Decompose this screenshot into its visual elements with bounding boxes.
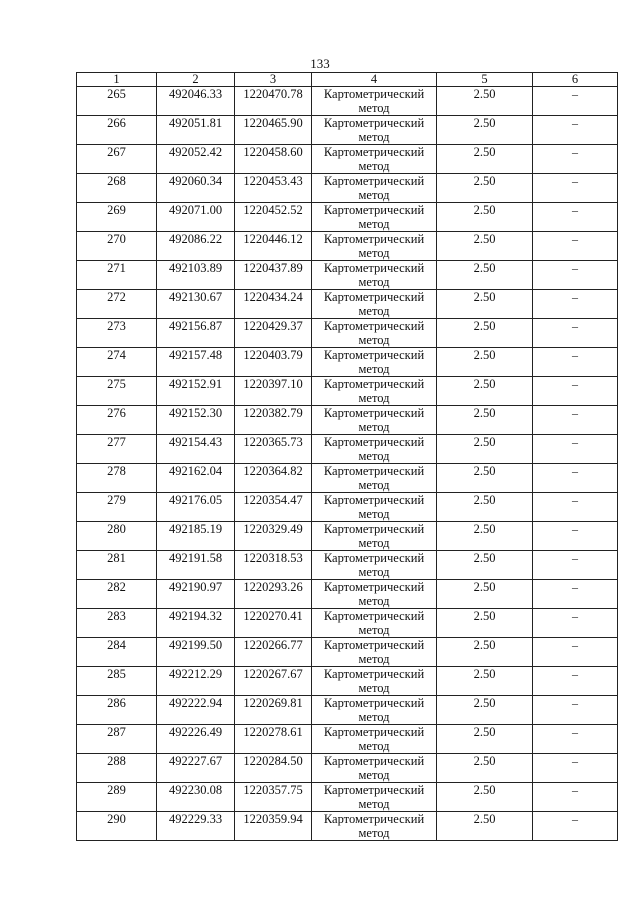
note-cell: – [533, 493, 618, 522]
accuracy-cell: 2.50 [437, 319, 533, 348]
x-coordinate-cell: 492226.49 [157, 725, 235, 754]
table-row [77, 435, 618, 464]
method-line-1: Картометрический [323, 203, 425, 217]
method-line-1: Картометрический [323, 754, 425, 768]
x-coordinate-cell: 492130.67 [157, 290, 235, 319]
y-coordinate-cell: 1220458.60 [235, 145, 312, 174]
y-coordinate-cell: 1220437.89 [235, 261, 312, 290]
method-cell [312, 783, 437, 812]
table-row [77, 609, 618, 638]
note-cell: – [533, 667, 618, 696]
note-cell: – [533, 174, 618, 203]
method-line-2: метод [358, 304, 390, 318]
method-line-1: Картометрический [323, 783, 425, 797]
method-line-2: метод [358, 536, 390, 550]
accuracy-cell: 2.50 [437, 667, 533, 696]
method-line-1: Картометрический [323, 348, 425, 362]
method-line-2: метод [358, 478, 390, 492]
method-line-2: метод [358, 826, 390, 840]
note-cell: – [533, 406, 618, 435]
method-cell [312, 464, 437, 493]
x-coordinate-cell: 492199.50 [157, 638, 235, 667]
method-line-2: метод [358, 101, 390, 115]
x-coordinate-cell: 492060.34 [157, 174, 235, 203]
accuracy-cell: 2.50 [437, 290, 533, 319]
method-line-1: Картометрический [323, 464, 425, 478]
method-line-1: Картометрический [323, 696, 425, 710]
point-number-cell: 290 [77, 812, 157, 841]
method-line-1: Картометрический [323, 232, 425, 246]
y-coordinate-cell: 1220284.50 [235, 754, 312, 783]
point-number-cell: 286 [77, 696, 157, 725]
point-number-cell: 275 [77, 377, 157, 406]
x-coordinate-cell: 492152.30 [157, 406, 235, 435]
x-coordinate-cell: 492190.97 [157, 580, 235, 609]
method-line-2: метод [358, 420, 390, 434]
table-row [77, 783, 618, 812]
y-coordinate-cell: 1220465.90 [235, 116, 312, 145]
method-line-2: метод [358, 594, 390, 608]
point-number-cell: 281 [77, 551, 157, 580]
note-cell: – [533, 638, 618, 667]
point-number-cell: 265 [77, 87, 157, 116]
point-number-cell: 276 [77, 406, 157, 435]
table-row [77, 725, 618, 754]
table-row [77, 145, 618, 174]
method-line-1: Картометрический [323, 319, 425, 333]
point-number-cell: 271 [77, 261, 157, 290]
table-row [77, 290, 618, 319]
note-cell: – [533, 551, 618, 580]
method-cell [312, 551, 437, 580]
y-coordinate-cell: 1220293.26 [235, 580, 312, 609]
note-cell: – [533, 377, 618, 406]
x-coordinate-cell: 492230.08 [157, 783, 235, 812]
point-number-cell: 280 [77, 522, 157, 551]
x-coordinate-cell: 492157.48 [157, 348, 235, 377]
method-cell [312, 261, 437, 290]
accuracy-cell: 2.50 [437, 522, 533, 551]
point-number-cell: 279 [77, 493, 157, 522]
method-line-2: метод [358, 652, 390, 666]
y-coordinate-cell: 1220429.37 [235, 319, 312, 348]
method-cell [312, 319, 437, 348]
method-cell [312, 348, 437, 377]
method-line-2: метод [358, 333, 390, 347]
note-cell: – [533, 812, 618, 841]
y-coordinate-cell: 1220453.43 [235, 174, 312, 203]
note-cell: – [533, 783, 618, 812]
point-number-cell: 274 [77, 348, 157, 377]
method-cell [312, 377, 437, 406]
point-number-cell: 289 [77, 783, 157, 812]
method-line-1: Картометрический [323, 174, 425, 188]
method-line-1: Картометрический [323, 725, 425, 739]
table-body [77, 87, 618, 841]
method-line-2: метод [358, 449, 390, 463]
method-line-1: Картометрический [323, 116, 425, 130]
note-cell: – [533, 116, 618, 145]
accuracy-cell: 2.50 [437, 551, 533, 580]
point-number-cell: 269 [77, 203, 157, 232]
accuracy-cell: 2.50 [437, 145, 533, 174]
accuracy-cell: 2.50 [437, 725, 533, 754]
y-coordinate-cell: 1220270.41 [235, 609, 312, 638]
x-coordinate-cell: 492071.00 [157, 203, 235, 232]
accuracy-cell: 2.50 [437, 232, 533, 261]
method-cell [312, 609, 437, 638]
page-number: 133 [310, 56, 330, 71]
method-line-2: метод [358, 391, 390, 405]
accuracy-cell: 2.50 [437, 174, 533, 203]
y-coordinate-cell: 1220446.12 [235, 232, 312, 261]
point-number-cell: 285 [77, 667, 157, 696]
x-coordinate-cell: 492162.04 [157, 464, 235, 493]
x-coordinate-cell: 492152.91 [157, 377, 235, 406]
x-coordinate-cell: 492086.22 [157, 232, 235, 261]
x-coordinate-cell: 492103.89 [157, 261, 235, 290]
accuracy-cell: 2.50 [437, 261, 533, 290]
note-cell: – [533, 319, 618, 348]
y-coordinate-cell: 1220329.49 [235, 522, 312, 551]
method-line-2: метод [358, 275, 390, 289]
accuracy-cell: 2.50 [437, 580, 533, 609]
method-line-1: Картометрический [323, 493, 425, 507]
x-coordinate-cell: 492191.58 [157, 551, 235, 580]
note-cell: – [533, 348, 618, 377]
table-row [77, 696, 618, 725]
method-line-2: метод [358, 362, 390, 376]
method-cell [312, 667, 437, 696]
column-header: 5 [437, 73, 533, 87]
note-cell: – [533, 696, 618, 725]
note-cell: – [533, 87, 618, 116]
accuracy-cell: 2.50 [437, 348, 533, 377]
table-row [77, 377, 618, 406]
method-cell [312, 812, 437, 841]
x-coordinate-cell: 492229.33 [157, 812, 235, 841]
accuracy-cell: 2.50 [437, 696, 533, 725]
accuracy-cell: 2.50 [437, 609, 533, 638]
method-cell [312, 725, 437, 754]
method-cell [312, 116, 437, 145]
method-line-2: метод [358, 217, 390, 231]
point-number-cell: 266 [77, 116, 157, 145]
note-cell: – [533, 609, 618, 638]
x-coordinate-cell: 492046.33 [157, 87, 235, 116]
x-coordinate-cell: 492222.94 [157, 696, 235, 725]
method-cell [312, 203, 437, 232]
method-cell [312, 638, 437, 667]
method-cell [312, 754, 437, 783]
method-line-1: Картометрический [323, 522, 425, 536]
note-cell: – [533, 522, 618, 551]
accuracy-cell: 2.50 [437, 783, 533, 812]
method-line-1: Картометрический [323, 377, 425, 391]
method-line-1: Картометрический [323, 435, 425, 449]
method-line-2: метод [358, 623, 390, 637]
method-line-1: Картометрический [323, 261, 425, 275]
method-cell [312, 174, 437, 203]
method-line-1: Картометрический [323, 609, 425, 623]
y-coordinate-cell: 1220266.77 [235, 638, 312, 667]
y-coordinate-cell: 1220278.61 [235, 725, 312, 754]
method-line-2: метод [358, 681, 390, 695]
y-coordinate-cell: 1220470.78 [235, 87, 312, 116]
table-row [77, 406, 618, 435]
table-row [77, 493, 618, 522]
x-coordinate-cell: 492185.19 [157, 522, 235, 551]
y-coordinate-cell: 1220452.52 [235, 203, 312, 232]
point-number-cell: 287 [77, 725, 157, 754]
y-coordinate-cell: 1220364.82 [235, 464, 312, 493]
column-header: 1 [77, 73, 157, 87]
method-cell [312, 87, 437, 116]
accuracy-cell: 2.50 [437, 116, 533, 145]
table-row [77, 580, 618, 609]
accuracy-cell: 2.50 [437, 464, 533, 493]
accuracy-cell: 2.50 [437, 87, 533, 116]
point-number-cell: 267 [77, 145, 157, 174]
x-coordinate-cell: 492154.43 [157, 435, 235, 464]
point-number-cell: 272 [77, 290, 157, 319]
method-line-2: метод [358, 507, 390, 521]
note-cell: – [533, 464, 618, 493]
method-cell [312, 580, 437, 609]
accuracy-cell: 2.50 [437, 638, 533, 667]
accuracy-cell: 2.50 [437, 406, 533, 435]
accuracy-cell: 2.50 [437, 812, 533, 841]
method-cell [312, 522, 437, 551]
y-coordinate-cell: 1220434.24 [235, 290, 312, 319]
note-cell: – [533, 145, 618, 174]
y-coordinate-cell: 1220397.10 [235, 377, 312, 406]
table-row [77, 116, 618, 145]
point-number-cell: 270 [77, 232, 157, 261]
method-cell [312, 232, 437, 261]
table-row [77, 203, 618, 232]
note-cell: – [533, 290, 618, 319]
table-row [77, 261, 618, 290]
point-number-cell: 284 [77, 638, 157, 667]
y-coordinate-cell: 1220359.94 [235, 812, 312, 841]
table-row [77, 348, 618, 377]
method-line-1: Картометрический [323, 145, 425, 159]
column-header: 2 [157, 73, 235, 87]
table-row [77, 551, 618, 580]
method-line-1: Картометрический [323, 580, 425, 594]
accuracy-cell: 2.50 [437, 435, 533, 464]
method-line-2: метод [358, 130, 390, 144]
table-row [77, 319, 618, 348]
x-coordinate-cell: 492051.81 [157, 116, 235, 145]
method-line-1: Картометрический [323, 406, 425, 420]
table-row [77, 638, 618, 667]
method-line-2: метод [358, 739, 390, 753]
table-row [77, 812, 618, 841]
table-row [77, 232, 618, 261]
note-cell: – [533, 435, 618, 464]
point-number-cell: 273 [77, 319, 157, 348]
method-line-1: Картометрический [323, 87, 425, 101]
y-coordinate-cell: 1220318.53 [235, 551, 312, 580]
method-line-2: метод [358, 159, 390, 173]
accuracy-cell: 2.50 [437, 493, 533, 522]
note-cell: – [533, 261, 618, 290]
y-coordinate-cell: 1220354.47 [235, 493, 312, 522]
method-cell [312, 696, 437, 725]
method-line-1: Картометрический [323, 551, 425, 565]
column-header: 6 [533, 73, 618, 87]
accuracy-cell: 2.50 [437, 754, 533, 783]
method-line-1: Картометрический [323, 667, 425, 681]
x-coordinate-cell: 492176.05 [157, 493, 235, 522]
y-coordinate-cell: 1220403.79 [235, 348, 312, 377]
y-coordinate-cell: 1220267.67 [235, 667, 312, 696]
x-coordinate-cell: 492227.67 [157, 754, 235, 783]
column-header: 3 [235, 73, 312, 87]
table-row [77, 464, 618, 493]
table-header-row [77, 73, 618, 87]
method-cell [312, 290, 437, 319]
method-line-2: метод [358, 565, 390, 579]
note-cell: – [533, 725, 618, 754]
y-coordinate-cell: 1220269.81 [235, 696, 312, 725]
x-coordinate-cell: 492052.42 [157, 145, 235, 174]
method-cell [312, 145, 437, 174]
method-line-1: Картометрический [323, 290, 425, 304]
note-cell: – [533, 203, 618, 232]
y-coordinate-cell: 1220365.73 [235, 435, 312, 464]
note-cell: – [533, 580, 618, 609]
method-cell [312, 406, 437, 435]
column-header: 4 [312, 73, 437, 87]
table-row [77, 87, 618, 116]
y-coordinate-cell: 1220357.75 [235, 783, 312, 812]
method-line-2: метод [358, 710, 390, 724]
y-coordinate-cell: 1220382.79 [235, 406, 312, 435]
x-coordinate-cell: 492156.87 [157, 319, 235, 348]
accuracy-cell: 2.50 [437, 203, 533, 232]
method-cell [312, 435, 437, 464]
point-number-cell: 283 [77, 609, 157, 638]
method-line-2: метод [358, 797, 390, 811]
note-cell: – [533, 754, 618, 783]
point-number-cell: 282 [77, 580, 157, 609]
table-row [77, 754, 618, 783]
table-row [77, 522, 618, 551]
point-number-cell: 268 [77, 174, 157, 203]
accuracy-cell: 2.50 [437, 377, 533, 406]
method-line-2: метод [358, 188, 390, 202]
method-line-2: метод [358, 768, 390, 782]
method-cell [312, 493, 437, 522]
coordinates-table [76, 72, 618, 841]
x-coordinate-cell: 492212.29 [157, 667, 235, 696]
note-cell: – [533, 232, 618, 261]
method-line-2: метод [358, 246, 390, 260]
point-number-cell: 278 [77, 464, 157, 493]
table-row [77, 667, 618, 696]
method-line-1: Картометрический [323, 812, 425, 826]
x-coordinate-cell: 492194.32 [157, 609, 235, 638]
method-line-1: Картометрический [323, 638, 425, 652]
table-row [77, 174, 618, 203]
point-number-cell: 288 [77, 754, 157, 783]
point-number-cell: 277 [77, 435, 157, 464]
